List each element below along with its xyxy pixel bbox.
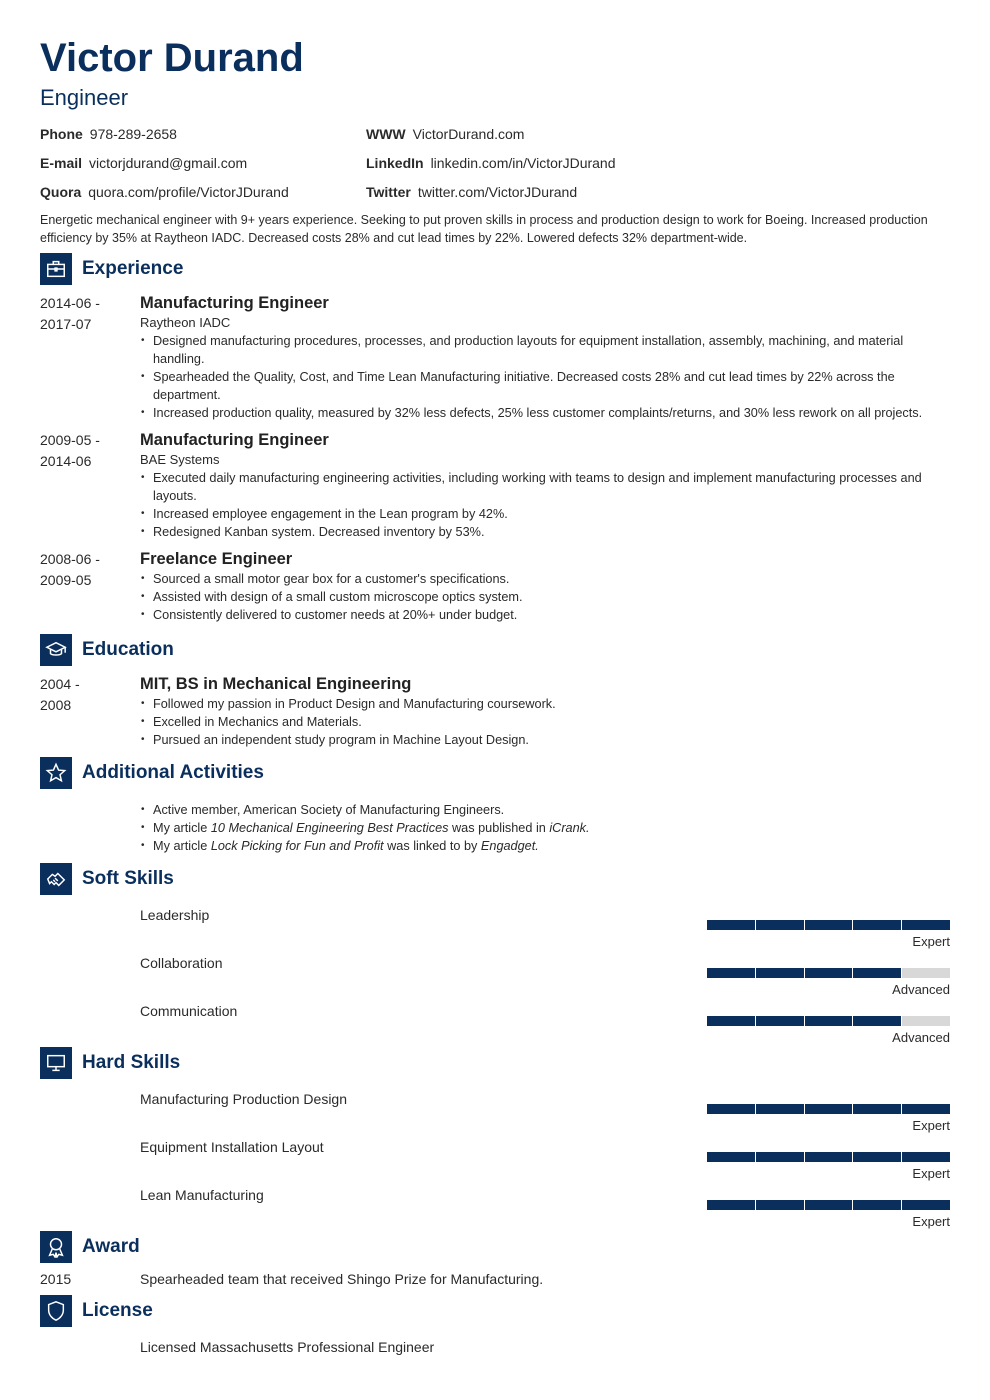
bullet-item: • Designed manufacturing procedures, processes, and production layouts for equipment installation, assembly, machining, and material handling. xyxy=(153,332,950,368)
bullet-item: • Followed my passion in Product Design and Manufacturing coursework. xyxy=(153,695,950,713)
text: was linked to by xyxy=(383,839,481,853)
skill-level: Expert xyxy=(912,934,950,949)
bullet-item xyxy=(153,819,950,837)
skill-bar-segment xyxy=(805,1104,853,1114)
skill-bar-segment xyxy=(707,968,755,978)
briefcase-icon xyxy=(40,253,72,285)
contact-value[interactable]: linkedin.com/in/VictorJDurand xyxy=(430,155,616,171)
text: My article xyxy=(153,839,211,853)
license-entry xyxy=(40,1337,950,1357)
contact-value: 978-289-2658 xyxy=(89,126,177,142)
bullet-list xyxy=(140,469,950,541)
bullet-item: • Increased production quality, measured by 32% less defects, 25% less customer complaints/returns, and 30% less rework on all projects. xyxy=(153,404,950,422)
skill-row xyxy=(140,1089,950,1137)
text: was published in xyxy=(448,821,550,835)
skill-level: Expert xyxy=(912,1166,950,1181)
skill-bar-segment xyxy=(902,968,950,978)
contact-linkedin xyxy=(366,149,786,178)
skill-bar-segment xyxy=(756,968,804,978)
contact-value[interactable]: victorjdurand@gmail.com xyxy=(89,155,248,171)
contact-twitter xyxy=(366,178,786,207)
section-title: Additional Activities xyxy=(82,762,264,783)
contact-label: LinkedIn xyxy=(366,155,424,171)
skill-bar-segment xyxy=(805,920,853,930)
skill-bar-segment xyxy=(707,1104,755,1114)
section-license xyxy=(40,1295,950,1327)
entry-date xyxy=(40,674,140,749)
skill-bar-segment xyxy=(805,968,853,978)
date-end: 2014-06 xyxy=(40,453,92,469)
section-hard-skills xyxy=(40,1047,950,1079)
publication-name: Engadget. xyxy=(480,839,539,853)
skill-bar-segment xyxy=(853,1152,901,1162)
contact-value[interactable]: quora.com/profile/VictorJDurand xyxy=(88,184,289,200)
skill-bar-segment xyxy=(853,1104,901,1114)
skill-name: Manufacturing Production Design xyxy=(140,1091,348,1107)
date-end: 2017-07 xyxy=(40,316,92,332)
skill-bar-segment xyxy=(707,1016,755,1026)
handshake-icon xyxy=(40,863,72,895)
experience-entry xyxy=(40,430,950,541)
bullet-item: • Assisted with design of a small custom microscope optics system. xyxy=(153,588,950,606)
skill-bar-segment xyxy=(805,1200,853,1210)
bullet-item: • Active member, American Society of Manufacturing Engineers. xyxy=(153,801,950,819)
resume xyxy=(40,34,950,1357)
skill-bar xyxy=(707,920,950,930)
skill-bar-segment xyxy=(756,1200,804,1210)
skill-name: Communication xyxy=(140,1003,238,1019)
award-entry xyxy=(40,1269,950,1289)
skill-level: Expert xyxy=(912,1118,950,1133)
star-icon xyxy=(40,757,72,789)
contact-label: Quora xyxy=(40,184,82,200)
section-activities xyxy=(40,757,950,789)
date-start: 2009-05 - xyxy=(40,432,100,448)
date-end: 2009-05 xyxy=(40,572,92,588)
skill-level: Expert xyxy=(912,1214,950,1229)
hard-skills-list xyxy=(140,1089,950,1233)
contact-label: Phone xyxy=(40,126,83,142)
contact-info xyxy=(40,120,950,207)
award-year: 2015 xyxy=(40,1271,72,1287)
contact-quora xyxy=(40,178,366,207)
skill-bar-segment xyxy=(756,1152,804,1162)
bullet-item: • Consistently delivered to customer needs at 20%+ under budget. xyxy=(153,606,950,624)
contact-value[interactable]: twitter.com/VictorJDurand xyxy=(417,184,578,200)
section-soft-skills xyxy=(40,863,950,895)
bullet-item: • Pursued an independent study program in Machine Layout Design. xyxy=(153,731,950,749)
skill-row xyxy=(140,905,950,953)
skill-bar xyxy=(707,968,950,978)
contact-phone xyxy=(40,120,366,149)
skill-bar xyxy=(707,1016,950,1026)
experience-entry xyxy=(40,549,950,624)
text: My article xyxy=(153,821,211,835)
skill-bar-segment xyxy=(756,1104,804,1114)
contact-label: E-mail xyxy=(40,155,83,171)
shield-icon xyxy=(40,1295,72,1327)
bullet-list xyxy=(140,695,950,749)
graduation-cap-icon xyxy=(40,634,72,666)
skill-bar-segment xyxy=(805,1016,853,1026)
skill-bar xyxy=(707,1200,950,1210)
candidate-name: Victor Durand xyxy=(40,36,304,80)
license-text: Licensed Massachusetts Professional Engineer xyxy=(140,1339,435,1355)
skill-bar-segment xyxy=(902,1104,950,1114)
contact-label: WWW xyxy=(366,126,406,142)
date-start: 2008-06 - xyxy=(40,551,100,567)
skill-name: Lean Manufacturing xyxy=(140,1187,264,1203)
bullet-item: • Executed daily manufacturing engineering activities, including working with teams to design and implement manufacturing processes and layouts. xyxy=(153,469,950,505)
skill-bar-segment xyxy=(902,1016,950,1026)
section-education xyxy=(40,634,950,666)
contact-value[interactable]: VictorDurand.com xyxy=(412,126,525,142)
date-start: 2014-06 - xyxy=(40,295,100,311)
bullet-item: • Redesigned Kanban system. Decreased inventory by 53%. xyxy=(153,523,950,541)
entry-title: Manufacturing Engineer xyxy=(140,431,329,449)
section-title: Award xyxy=(82,1236,140,1257)
skill-name: Leadership xyxy=(140,907,210,923)
section-award xyxy=(40,1231,950,1263)
skill-bar-segment xyxy=(707,1152,755,1162)
entry-title: Manufacturing Engineer xyxy=(140,294,329,312)
date-end: 2008 xyxy=(40,697,72,713)
skill-name: Collaboration xyxy=(140,955,223,971)
skill-bar-segment xyxy=(756,920,804,930)
skill-bar xyxy=(707,1152,950,1162)
skill-row xyxy=(140,1001,950,1049)
skill-bar-segment xyxy=(902,1152,950,1162)
job-title: Engineer xyxy=(40,85,129,110)
section-experience xyxy=(40,253,950,285)
skill-row xyxy=(140,1137,950,1185)
publication-name: iCrank. xyxy=(549,821,590,835)
section-title: Experience xyxy=(82,258,184,279)
award-text: Spearheaded team that received Shingo Prize for Manufacturing. xyxy=(140,1271,544,1287)
bullet-item: • Excelled in Mechanics and Materials. xyxy=(153,713,950,731)
skill-name: Equipment Installation Layout xyxy=(140,1139,324,1155)
contact-email xyxy=(40,149,366,178)
article-title: Lock Picking for Fun and Profit xyxy=(210,839,384,853)
skill-bar-segment xyxy=(853,920,901,930)
bullet-item xyxy=(153,837,950,855)
entry-org: BAE Systems xyxy=(140,452,220,467)
skill-row xyxy=(140,953,950,1001)
bullet-list xyxy=(140,332,950,422)
summary: Energetic mechanical engineer with 9+ years experience. Seeking to put proven skills in process and production design to work for Boeing. Increased production efficiency by 35% at Raytheon IADC. Decreased costs 28% and cut lead times by 22%. Lowered defects 32% department-wide. xyxy=(40,213,928,245)
date-start: 2004 - xyxy=(40,676,80,692)
entry-date xyxy=(40,293,140,422)
skill-bar-segment xyxy=(853,968,901,978)
skill-bar-segment xyxy=(853,1016,901,1026)
entry-title: Freelance Engineer xyxy=(140,550,293,568)
monitor-icon xyxy=(40,1047,72,1079)
entry-org: Raytheon IADC xyxy=(140,315,231,330)
activities-entry xyxy=(40,801,950,855)
skill-level: Advanced xyxy=(892,1030,950,1045)
skill-bar xyxy=(707,1104,950,1114)
skill-bar-segment xyxy=(805,1152,853,1162)
entry-date xyxy=(40,430,140,541)
skill-bar-segment xyxy=(902,1200,950,1210)
award-ribbon-icon xyxy=(40,1231,72,1263)
skill-bar-segment xyxy=(853,1200,901,1210)
entry-title: MIT, BS in Mechanical Engineering xyxy=(140,675,412,693)
skill-bar-segment xyxy=(756,1016,804,1026)
skill-bar-segment xyxy=(707,920,755,930)
skill-row xyxy=(140,1185,950,1233)
section-title: Education xyxy=(82,639,174,660)
bullet-item: • Spearheaded the Quality, Cost, and Time Lean Manufacturing initiative. Decreased costs 28% and cut lead times by 22% across the department. xyxy=(153,368,950,404)
experience-entry xyxy=(40,293,950,422)
contact-label: Twitter xyxy=(366,184,411,200)
section-title: Soft Skills xyxy=(82,868,174,889)
skill-bar-segment xyxy=(902,920,950,930)
entry-date xyxy=(40,549,140,624)
soft-skills-list xyxy=(140,905,950,1049)
bullet-list xyxy=(140,801,950,855)
article-title: 10 Mechanical Engineering Best Practices xyxy=(210,821,449,835)
skill-level: Advanced xyxy=(892,982,950,997)
bullet-list xyxy=(140,570,950,624)
bullet-item: • Sourced a small motor gear box for a customer's specifications. xyxy=(153,570,950,588)
skill-bar-segment xyxy=(707,1200,755,1210)
contact-website xyxy=(366,120,786,149)
section-title: Hard Skills xyxy=(82,1052,181,1073)
education-entry xyxy=(40,674,950,749)
section-title: License xyxy=(82,1300,153,1321)
bullet-item: • Increased employee engagement in the Lean program by 42%. xyxy=(153,505,950,523)
